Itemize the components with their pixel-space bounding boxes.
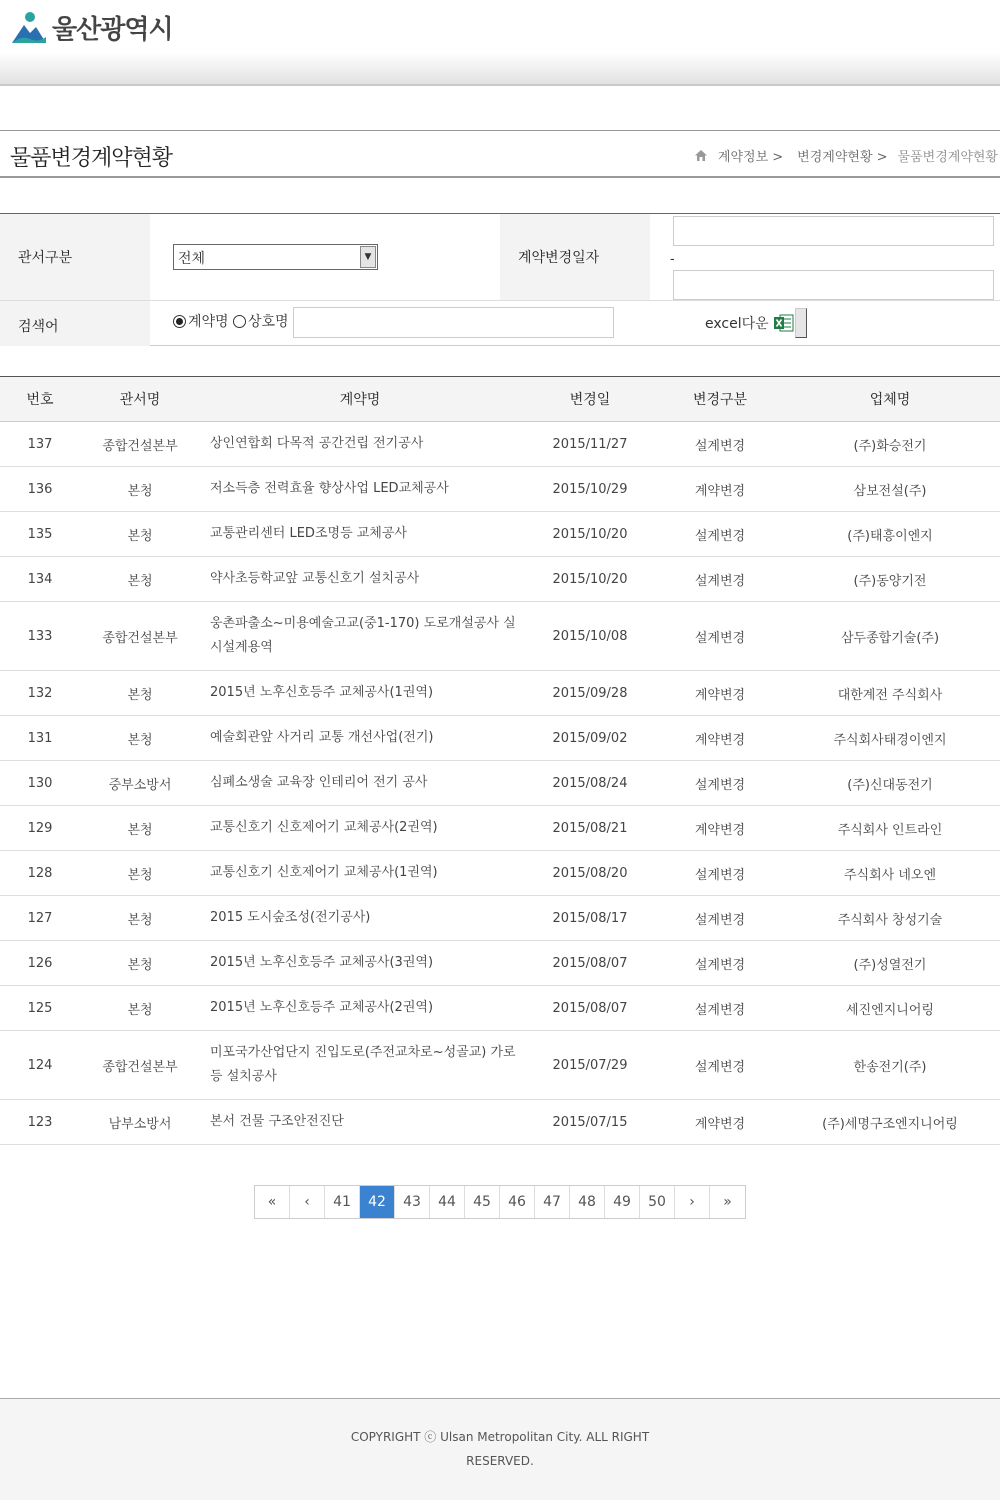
page-last-button[interactable]: » bbox=[710, 1186, 745, 1218]
cell-company: 주식회사 네오엔 bbox=[780, 851, 1000, 896]
cell-contract-name[interactable]: 교통신호기 신호제어기 교체공사(2권역) bbox=[200, 806, 520, 851]
cell-dept: 본청 bbox=[80, 941, 200, 986]
radio-company-circle[interactable] bbox=[233, 315, 246, 328]
cell-company: 주식회사태경이엔지 bbox=[780, 716, 1000, 761]
cell-dept: 본청 bbox=[80, 671, 200, 716]
cell-change-date: 2015/10/08 bbox=[520, 602, 660, 671]
cell-change-type: 계약변경 bbox=[660, 671, 780, 716]
cell-change-type: 설계변경 bbox=[660, 986, 780, 1031]
cell-dept: 본청 bbox=[80, 557, 200, 602]
home-icon[interactable] bbox=[694, 149, 708, 162]
search-row-2 bbox=[0, 301, 1000, 346]
cell-contract-name[interactable]: 예술회관앞 사거리 교통 개선사업(전기) bbox=[200, 716, 520, 761]
date-end-input[interactable] bbox=[673, 270, 994, 300]
cell-change-type: 계약변경 bbox=[660, 467, 780, 512]
cell-change-date: 2015/09/02 bbox=[520, 716, 660, 761]
cell-change-type: 계약변경 bbox=[660, 716, 780, 761]
cell-change-date: 2015/08/21 bbox=[520, 806, 660, 851]
cell-company: (주)동양기전 bbox=[780, 557, 1000, 602]
cell-number: 134 bbox=[0, 557, 80, 602]
cell-change-type: 설계변경 bbox=[660, 851, 780, 896]
cell-dept: 본청 bbox=[80, 986, 200, 1031]
page-43[interactable]: 43 bbox=[395, 1186, 430, 1218]
cell-number: 130 bbox=[0, 761, 80, 806]
cell-change-date: 2015/10/20 bbox=[520, 512, 660, 557]
table-header-row bbox=[0, 377, 1000, 422]
cell-change-date: 2015/08/20 bbox=[520, 851, 660, 896]
table-row[interactable] bbox=[0, 941, 1000, 986]
cell-contract-name[interactable]: 본서 건물 구조안전진단 bbox=[200, 1100, 520, 1145]
cell-dept: 본청 bbox=[80, 851, 200, 896]
search-panel bbox=[0, 213, 1000, 346]
radio-company-label: 상호명 bbox=[248, 314, 289, 330]
page-47[interactable]: 47 bbox=[535, 1186, 570, 1218]
chevron-down-icon[interactable]: ▼ bbox=[360, 246, 376, 268]
page-49[interactable]: 49 bbox=[605, 1186, 640, 1218]
keyword-label: 검색어 bbox=[0, 301, 150, 346]
page-42-current[interactable]: 42 bbox=[360, 1186, 395, 1218]
cell-company: 주식회사 인트라인 bbox=[780, 806, 1000, 851]
cell-number: 124 bbox=[0, 1031, 80, 1100]
cell-contract-name[interactable]: 상인연합회 다목적 공간건립 전기공사 bbox=[200, 422, 520, 467]
col-header-contract: 계약명 bbox=[200, 377, 520, 422]
cell-change-type: 계약변경 bbox=[660, 806, 780, 851]
breadcrumb-change-contract[interactable]: 변경계약현황 > bbox=[797, 150, 888, 165]
site-header bbox=[0, 0, 1000, 86]
cell-dept: 본청 bbox=[80, 896, 200, 941]
cell-change-date: 2015/10/29 bbox=[520, 467, 660, 512]
radio-company-name[interactable] bbox=[233, 311, 289, 331]
date-start-input[interactable] bbox=[673, 216, 994, 246]
keyword-input[interactable] bbox=[293, 307, 614, 338]
cell-contract-name[interactable]: 교통관리센터 LED조명등 교체공사 bbox=[200, 512, 520, 557]
table-row[interactable] bbox=[0, 467, 1000, 512]
cell-dept: 본청 bbox=[80, 467, 200, 512]
col-header-dept: 관서명 bbox=[80, 377, 200, 422]
table-row[interactable] bbox=[0, 761, 1000, 806]
cell-contract-name[interactable]: 웅촌파출소~미용예술고교(중1-170) 도로개설공사 실시설계용역 bbox=[200, 602, 520, 671]
cell-number: 132 bbox=[0, 671, 80, 716]
cell-number: 129 bbox=[0, 806, 80, 851]
site-footer bbox=[0, 1398, 1000, 1500]
table-row[interactable] bbox=[0, 851, 1000, 896]
title-bar bbox=[0, 130, 1000, 178]
page-44[interactable]: 44 bbox=[430, 1186, 465, 1218]
cell-change-date: 2015/07/15 bbox=[520, 1100, 660, 1145]
page-next-button[interactable]: › bbox=[675, 1186, 710, 1218]
cell-company: 삼두종합기술(주) bbox=[780, 602, 1000, 671]
cell-change-date: 2015/08/07 bbox=[520, 986, 660, 1031]
cell-contract-name[interactable]: 2015 도시숲조성(전기공사) bbox=[200, 896, 520, 941]
pagination bbox=[254, 1185, 746, 1219]
table-row[interactable] bbox=[0, 1031, 1000, 1100]
breadcrumb-contract-info[interactable]: 계약정보 > bbox=[717, 150, 784, 165]
cell-change-date: 2015/08/24 bbox=[520, 761, 660, 806]
site-logo[interactable] bbox=[10, 9, 173, 46]
cell-change-type: 설계변경 bbox=[660, 557, 780, 602]
cell-company: 대한계전 주식회사 bbox=[780, 671, 1000, 716]
table-row[interactable] bbox=[0, 422, 1000, 467]
cell-contract-name[interactable]: 2015년 노후신호등주 교체공사(2권역) bbox=[200, 986, 520, 1031]
cell-dept: 본청 bbox=[80, 512, 200, 557]
table-row[interactable] bbox=[0, 557, 1000, 602]
cell-change-type: 계약변경 bbox=[660, 1100, 780, 1145]
cell-contract-name[interactable]: 2015년 노후신호등주 교체공사(1권역) bbox=[200, 671, 520, 716]
dept-select-value: 전체 bbox=[178, 251, 206, 267]
cell-company: (주)신대동전기 bbox=[780, 761, 1000, 806]
copyright-text: COPYRIGHT ⓒ Ulsan Metropolitan City. ALL RIGHT RESERVED. bbox=[350, 1430, 650, 1468]
cell-dept: 종합건설본부 bbox=[80, 422, 200, 467]
cell-company: 한송전기(주) bbox=[780, 1031, 1000, 1100]
table-row[interactable] bbox=[0, 671, 1000, 716]
table-row[interactable] bbox=[0, 806, 1000, 851]
cell-company: (주)태흥이엔지 bbox=[780, 512, 1000, 557]
cell-number: 127 bbox=[0, 896, 80, 941]
cell-dept: 본청 bbox=[80, 806, 200, 851]
cell-company: (주)화승전기 bbox=[780, 422, 1000, 467]
contract-table bbox=[0, 376, 1000, 1145]
dept-label: 관서구분 bbox=[0, 214, 150, 300]
cell-change-date: 2015/07/29 bbox=[520, 1031, 660, 1100]
cell-change-type: 설계변경 bbox=[660, 422, 780, 467]
cell-dept: 중부소방서 bbox=[80, 761, 200, 806]
page-title: 물품변경계약현황 bbox=[10, 146, 173, 171]
cell-company: 세진엔지니어링 bbox=[780, 986, 1000, 1031]
col-header-company: 업체명 bbox=[780, 377, 1000, 422]
breadcrumb bbox=[694, 146, 998, 165]
cell-contract-name[interactable]: 저소득층 전력효율 향상사업 LED교체공사 bbox=[200, 467, 520, 512]
search-row-1 bbox=[0, 214, 1000, 301]
cell-contract-name[interactable]: 2015년 노후신호등주 교체공사(3권역) bbox=[200, 941, 520, 986]
cell-company: (주)세명구조엔지니어링 bbox=[780, 1100, 1000, 1145]
cell-number: 131 bbox=[0, 716, 80, 761]
radio-contract-circle[interactable] bbox=[173, 315, 186, 328]
excel-download[interactable] bbox=[705, 308, 807, 338]
cell-change-type: 설계변경 bbox=[660, 1031, 780, 1100]
cell-change-type: 설계변경 bbox=[660, 941, 780, 986]
table-row[interactable] bbox=[0, 716, 1000, 761]
cell-contract-name[interactable]: 교통신호기 신호제어기 교체공사(1권역) bbox=[200, 851, 520, 896]
cell-company: (주)성열전기 bbox=[780, 941, 1000, 986]
cell-dept: 본청 bbox=[80, 716, 200, 761]
radio-contract-label: 계약명 bbox=[188, 314, 229, 330]
table-row[interactable] bbox=[0, 602, 1000, 671]
table-row[interactable] bbox=[0, 896, 1000, 941]
col-header-number: 번호 bbox=[0, 377, 80, 422]
cell-contract-name[interactable]: 약사초등학교앞 교통신호기 설치공사 bbox=[200, 557, 520, 602]
table-row[interactable] bbox=[0, 512, 1000, 557]
date-label: 계약변경일자 bbox=[500, 214, 650, 300]
page-41[interactable]: 41 bbox=[325, 1186, 360, 1218]
table-row[interactable] bbox=[0, 986, 1000, 1031]
excel-label[interactable]: excel다운 bbox=[705, 316, 769, 332]
cell-number: 128 bbox=[0, 851, 80, 896]
cell-change-type: 설계변경 bbox=[660, 896, 780, 941]
page-first-button[interactable]: « bbox=[255, 1186, 290, 1218]
cell-dept: 종합건설본부 bbox=[80, 1031, 200, 1100]
dept-select[interactable] bbox=[173, 244, 378, 270]
cell-company: 주식회사 창성기술 bbox=[780, 896, 1000, 941]
cell-number: 125 bbox=[0, 986, 80, 1031]
cell-company: 삼보전설(주) bbox=[780, 467, 1000, 512]
col-header-date: 변경일 bbox=[520, 377, 660, 422]
page-48[interactable]: 48 bbox=[570, 1186, 605, 1218]
cell-change-type: 설계변경 bbox=[660, 512, 780, 557]
col-header-change-type: 변경구분 bbox=[660, 377, 780, 422]
cell-contract-name[interactable]: 심폐소생술 교육장 인테리어 전기 공사 bbox=[200, 761, 520, 806]
cell-number: 135 bbox=[0, 512, 80, 557]
page-50[interactable]: 50 bbox=[640, 1186, 675, 1218]
cell-change-type: 설계변경 bbox=[660, 602, 780, 671]
excel-icon[interactable] bbox=[774, 314, 794, 332]
cell-number: 126 bbox=[0, 941, 80, 986]
page-45[interactable]: 45 bbox=[465, 1186, 500, 1218]
table-row[interactable] bbox=[0, 1100, 1000, 1145]
cell-change-date: 2015/09/28 bbox=[520, 671, 660, 716]
breadcrumb-current: 물품변경계약현황 bbox=[897, 150, 998, 165]
cell-number: 133 bbox=[0, 602, 80, 671]
cell-dept: 남부소방서 bbox=[80, 1100, 200, 1145]
cell-change-date: 2015/11/27 bbox=[520, 422, 660, 467]
cell-change-date: 2015/08/07 bbox=[520, 941, 660, 986]
ulsan-logo-icon bbox=[10, 11, 48, 45]
cell-contract-name[interactable]: 미포국가산업단지 진입도로(주전교차로~성골교) 가로등 설치공사 bbox=[200, 1031, 520, 1100]
page-46[interactable]: 46 bbox=[500, 1186, 535, 1218]
cell-number: 137 bbox=[0, 422, 80, 467]
cell-change-type: 설계변경 bbox=[660, 761, 780, 806]
page-prev-button[interactable]: ‹ bbox=[290, 1186, 325, 1218]
cell-change-date: 2015/08/17 bbox=[520, 896, 660, 941]
logo-text: 울산광역시 bbox=[52, 15, 173, 45]
cell-change-date: 2015/10/20 bbox=[520, 557, 660, 602]
search-button[interactable] bbox=[795, 308, 807, 338]
date-separator: - bbox=[670, 252, 675, 267]
cell-number: 123 bbox=[0, 1100, 80, 1145]
radio-contract-name[interactable] bbox=[173, 311, 229, 331]
cell-number: 136 bbox=[0, 467, 80, 512]
cell-dept: 종합건설본부 bbox=[80, 602, 200, 671]
